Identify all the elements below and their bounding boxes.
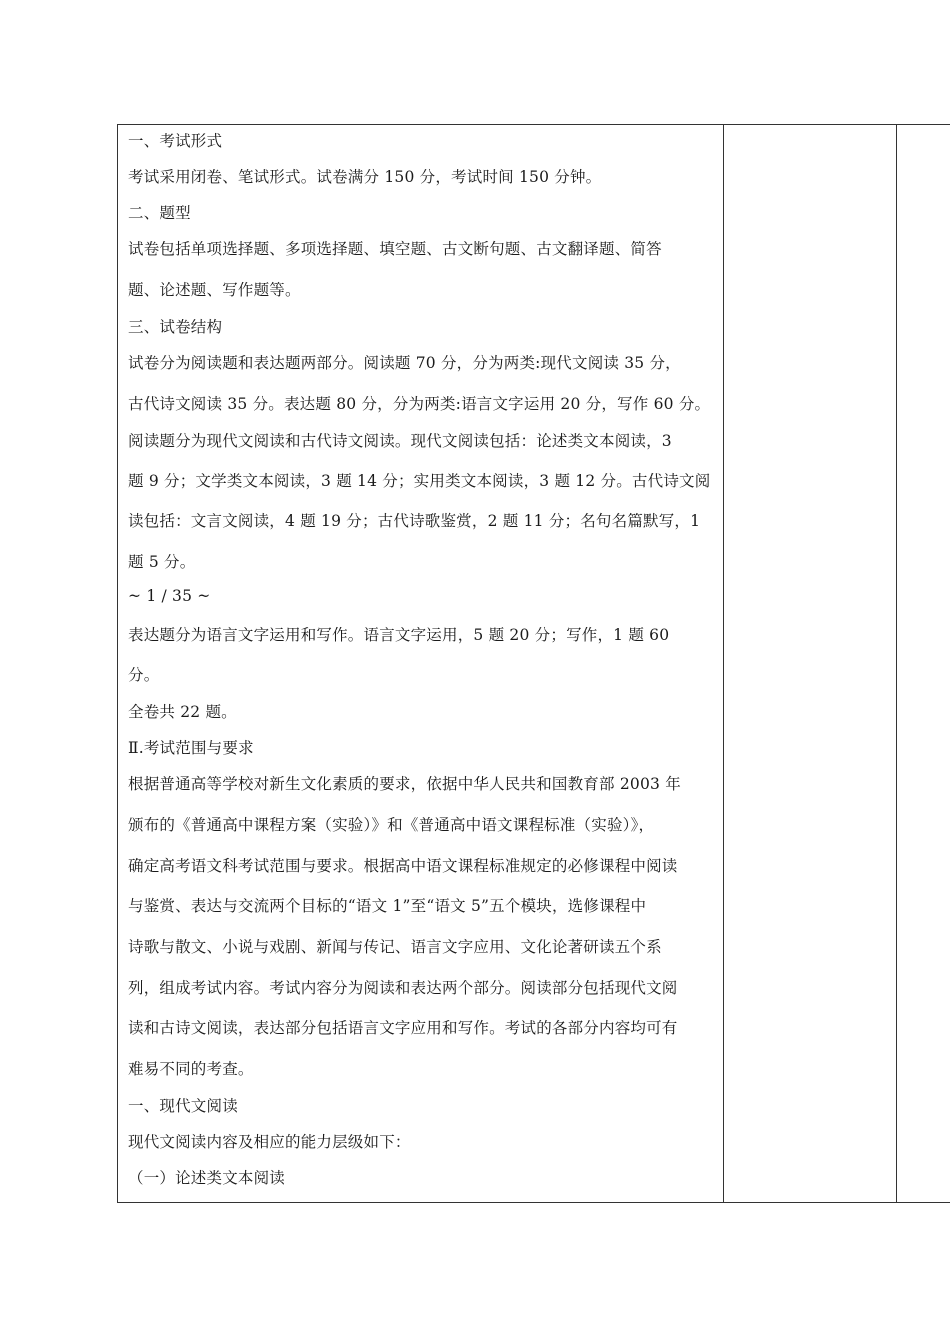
section-heading: 一、考试形式 (128, 132, 223, 150)
paragraph-line: 颁布的《普通高中课程方案（实验）》和《普通高中语文课程标准（实验）》， (128, 816, 655, 834)
paragraph-line: 现代文阅读内容及相应的能力层级如下： (128, 1133, 411, 1151)
page-number: ~ 1 / 35 ~ (128, 587, 211, 605)
section-heading: Ⅱ.考试范围与要求 (128, 739, 254, 757)
paragraph-line: 试卷分为阅读题和表达题两部分。阅读题 70 分，分为两类:现代文阅读 35 分， (128, 354, 681, 372)
paragraph-line: 读和古诗文阅读，表达部分包括语言文字应用和写作。考试的各部分内容均可有 (128, 1019, 678, 1037)
paragraph-line: 根据普通高等学校对新生文化素质的要求，依据中华人民共和国教育部 2003 年 (128, 775, 681, 793)
paragraph-line: 全卷共 22 题。 (128, 703, 237, 721)
paragraph-line: 列，组成考试内容。考试内容分为阅读和表达两个部分。阅读部分包括现代文阅 (128, 979, 678, 997)
section-heading: 一、现代文阅读 (128, 1097, 238, 1115)
table-column-divider (896, 125, 897, 1202)
paragraph-line: 试卷包括单项选择题、多项选择题、填空题、古文断句题、古文翻译题、简答 (128, 240, 662, 258)
section-heading: 二、题型 (128, 204, 191, 222)
paragraph-line: 题 9 分；文学类文本阅读，3 题 14 分；实用类文本阅读，3 题 12 分。古代诗文阅 (128, 472, 711, 490)
paragraph-line: 考试采用闭卷、笔试形式。试卷满分 150 分，考试时间 150 分钟。 (128, 168, 602, 186)
subsection-heading: （一）论述类文本阅读 (128, 1169, 286, 1187)
table-column-divider (723, 125, 724, 1202)
paragraph-line: 阅读题分为现代文阅读和古代诗文阅读。现代文阅读包括：论述类文本阅读，3 (128, 432, 672, 450)
paragraph-line: 确定高考语文科考试范围与要求。根据高中语文课程标准规定的必修课程中阅读 (128, 857, 678, 875)
section-heading: 三、试卷结构 (128, 318, 223, 336)
paragraph-line: 题、论述题、写作题等。 (128, 281, 301, 299)
paragraph-line: 表达题分为语言文字运用和写作。语言文字运用，5 题 20 分；写作，1 题 60 (128, 626, 670, 644)
paragraph-line: 分。 (128, 666, 160, 684)
paragraph-line: 题 5 分。 (128, 553, 196, 571)
paragraph-line: 读包括：文言文阅读，4 题 19 分；古代诗歌鉴赏，2 题 11 分；名句名篇默写，1 (128, 512, 701, 530)
paragraph-line: 古代诗文阅读 35 分。表达题 80 分，分为两类:语言文字运用 20 分，写作 60 分。 (128, 395, 711, 413)
paragraph-line: 与鉴赏、表达与交流两个目标的“语文 1”至“语文 5”五个模块，选修课程中 (128, 897, 647, 915)
paragraph-line: 难易不同的考查。 (128, 1060, 254, 1078)
paragraph-line: 诗歌与散文、小说与戏剧、新闻与传记、语言文字应用、文化论著研读五个系 (128, 938, 662, 956)
document-table (117, 124, 950, 1203)
